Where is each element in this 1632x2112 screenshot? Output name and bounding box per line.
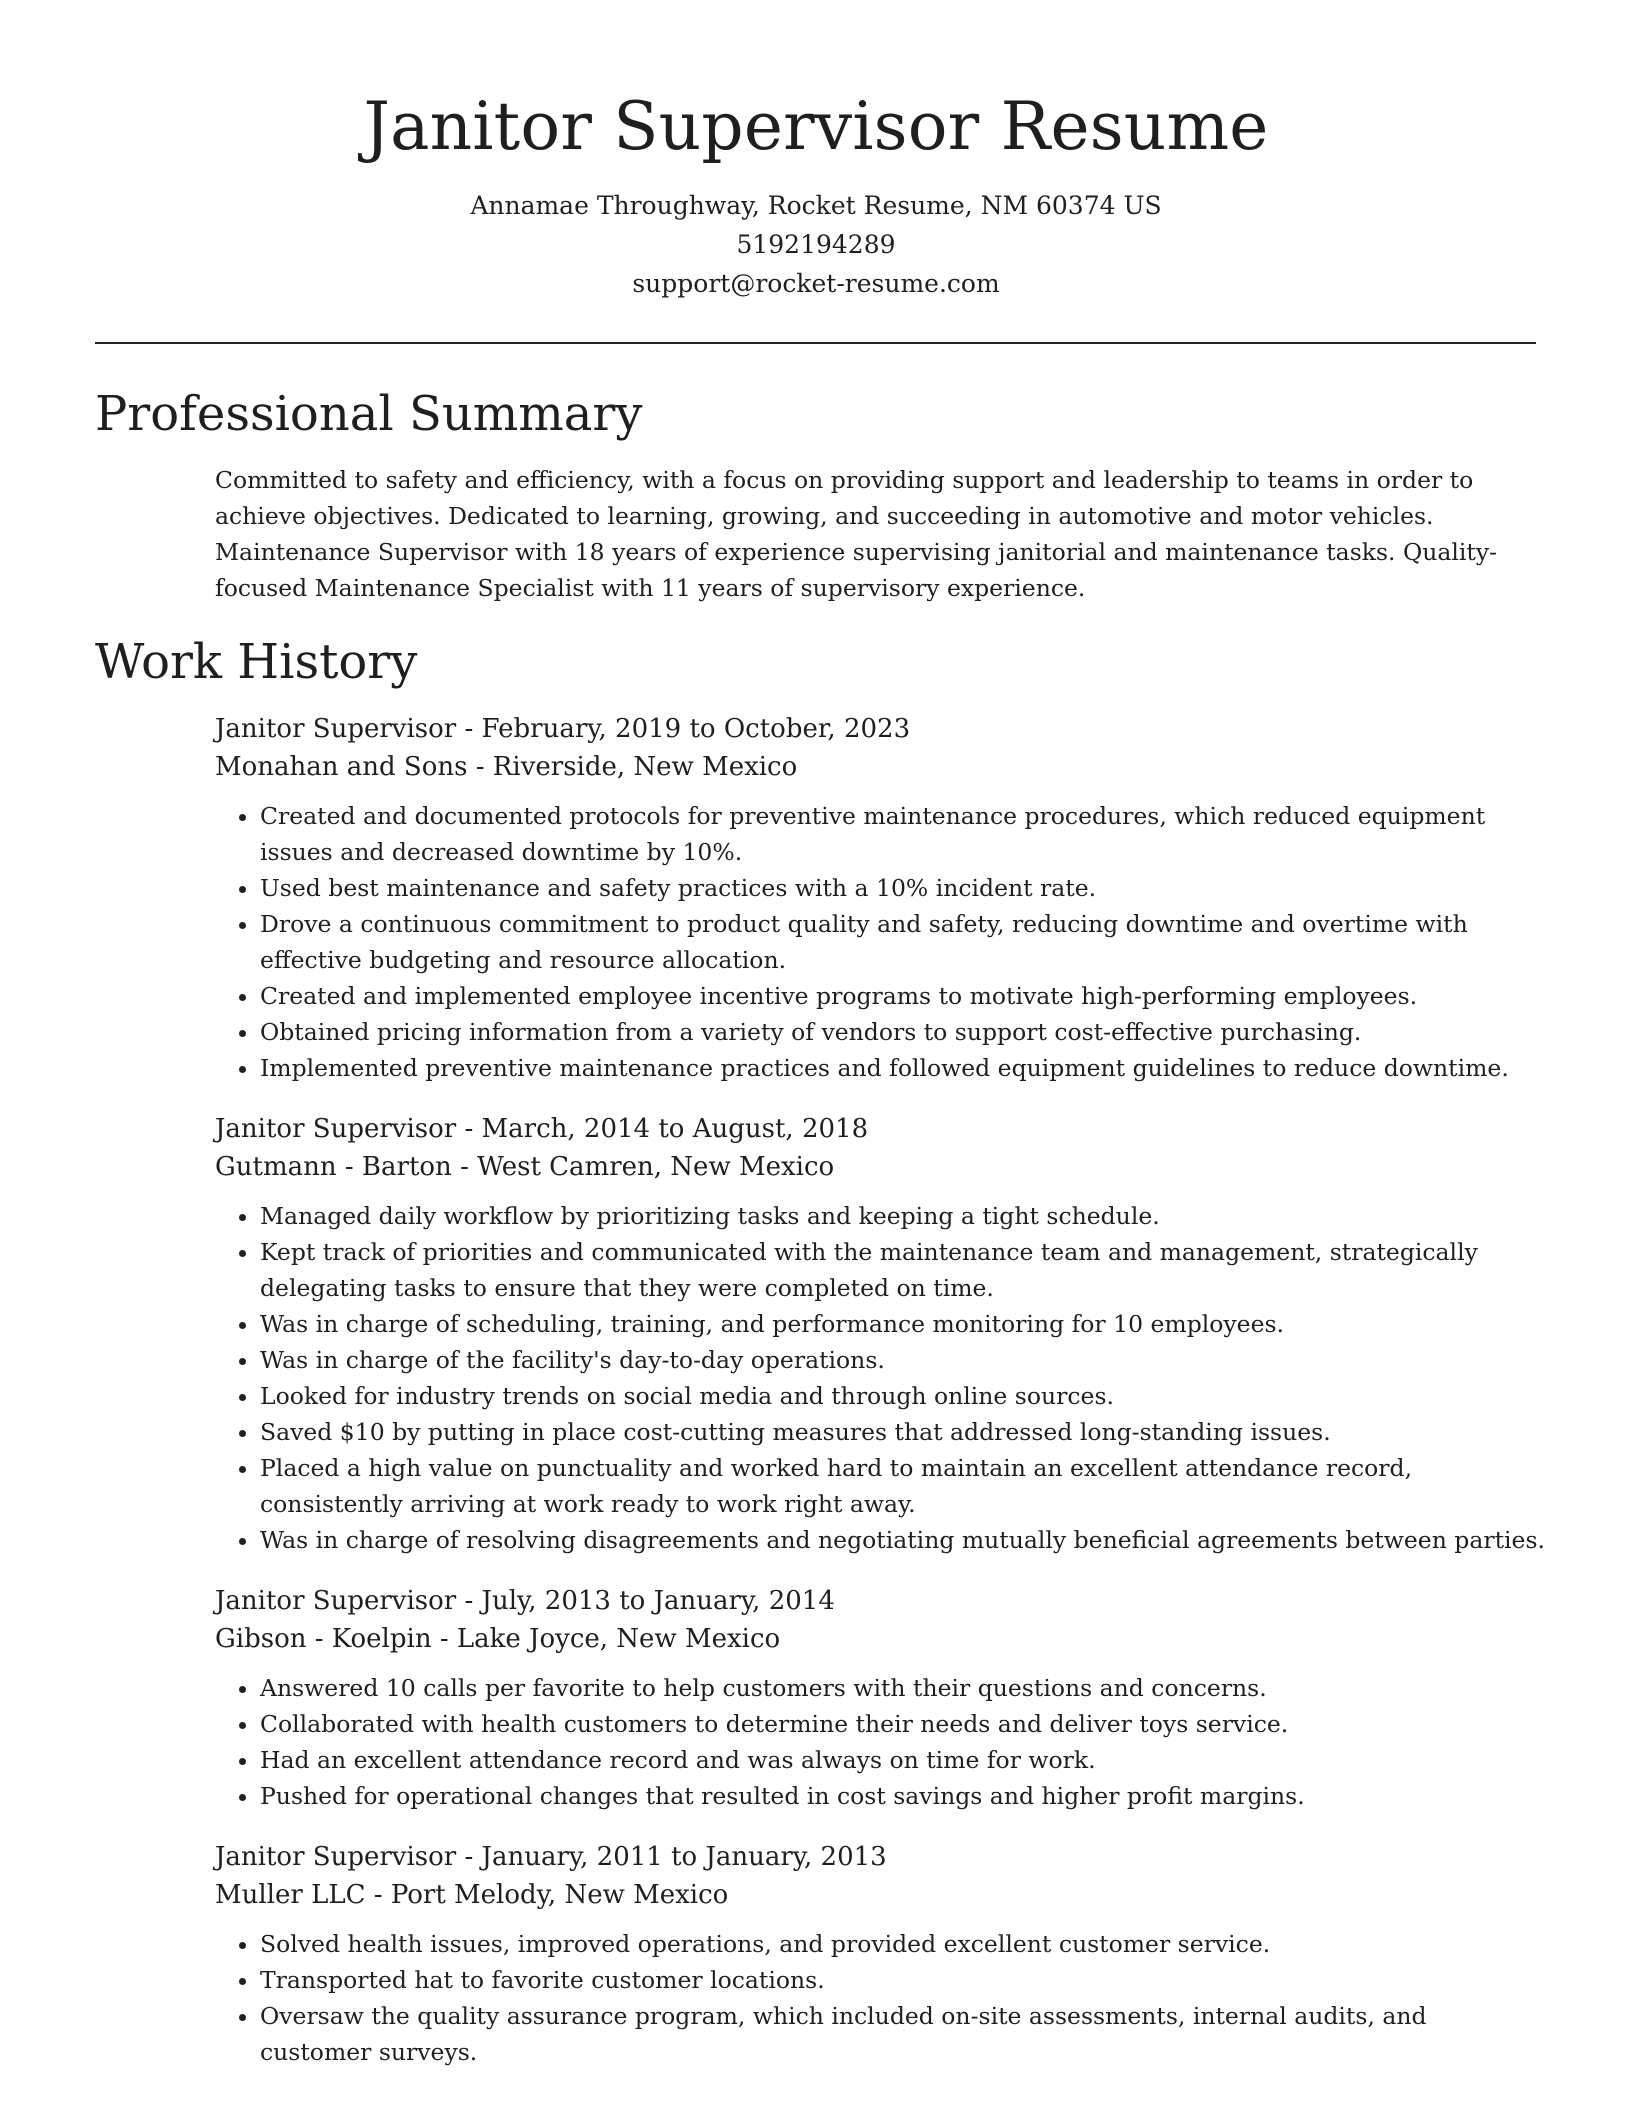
job-bullets — [215, 1198, 1545, 1558]
job-bullet: • Drove a continuous commitment to product quality and safety, reducing downtime and overtime with effective budgeting and resource allocation. — [260, 906, 1545, 978]
page-title: Janitor Supervisor Resume — [363, 88, 1269, 165]
job-entry — [215, 710, 1545, 1086]
contact-email: support@rocket-resume.com — [632, 269, 1000, 298]
resume-header — [0, 0, 1632, 303]
summary-text: Committed to safety and efficiency, with a focus on providing support and leadership to teams in order to achieve objectives. Dedicated to learning, growing, and succeeding in automotive and motor vehicles. Maintenance Supervisor with 18 years of experience supervising janitorial and maintenance tasks. Quality-focused Maintenance Specialist with 11 years of supervisory experience. — [215, 466, 1498, 602]
contact-address: Annamae Throughway, Rocket Resume, NM 60374 US — [470, 191, 1162, 220]
job-title-line: Janitor Supervisor - March, 2014 to August, 2018 — [215, 1114, 869, 1144]
job-bullet: • Saved $10 by putting in place cost-cutting measures that addressed long-standing issues. — [260, 1414, 1545, 1450]
work-history-list — [215, 710, 1545, 2094]
job-bullet: • Obtained pricing information from a variety of vendors to support cost-effective purchasing. — [260, 1014, 1545, 1050]
work-history-heading: Work History — [95, 634, 418, 690]
job-bullet: • Implemented preventive maintenance practices and followed equipment guidelines to reduce downtime. — [260, 1050, 1545, 1086]
contact-phone: 5192194289 — [736, 230, 896, 259]
job-bullet: • Transported hat to favorite customer locations. — [260, 1962, 1545, 1998]
company-line: Gutmann - Barton - West Camren, New Mexico — [215, 1152, 835, 1182]
job-bullet: • Managed daily workflow by prioritizing tasks and keeping a tight schedule. — [260, 1198, 1545, 1234]
job-title-line: Janitor Supervisor - February, 2019 to October, 2023 — [215, 714, 911, 744]
job-bullet: • Oversaw the quality assurance program, which included on-site assessments, internal audits, and customer surveys. — [260, 1998, 1545, 2070]
job-bullet: • Pushed for operational changes that resulted in cost savings and higher profit margins. — [260, 1778, 1545, 1814]
job-bullet: • Looked for industry trends on social media and through online sources. — [260, 1378, 1545, 1414]
job-entry — [215, 1110, 1545, 1558]
job-bullet: • Created and implemented employee incentive programs to motivate high-performing employees. — [260, 978, 1545, 1014]
job-bullet: • Solved health issues, improved operations, and provided excellent customer service. — [260, 1926, 1545, 1962]
company-line: Muller LLC - Port Melody, New Mexico — [215, 1880, 729, 1910]
job-bullets — [215, 1670, 1545, 1814]
job-bullet: • Created and documented protocols for preventive maintenance procedures, which reduced equipment issues and decreased downtime by 10%. — [260, 798, 1545, 870]
job-bullet: • Was in charge of resolving disagreements and negotiating mutually beneficial agreements between parties. — [260, 1522, 1545, 1558]
job-bullet: • Kept track of priorities and communicated with the maintenance team and management, strategically delegating tasks to ensure that they were completed on time. — [260, 1234, 1545, 1306]
job-bullet: • Answered 10 calls per favorite to help customers with their questions and concerns. — [260, 1670, 1545, 1706]
header-divider — [95, 342, 1536, 344]
job-bullet: • Had an excellent attendance record and was always on time for work. — [260, 1742, 1545, 1778]
job-bullet: • Was in charge of scheduling, training, and performance monitoring for 10 employees. — [260, 1306, 1545, 1342]
company-line: Gibson - Koelpin - Lake Joyce, New Mexico — [215, 1624, 781, 1654]
job-bullet: • Used best maintenance and safety practices with a 10% incident rate. — [260, 870, 1545, 906]
summary-heading: Professional Summary — [95, 386, 643, 442]
contact-info — [0, 186, 1632, 303]
job-bullet: • Placed a high value on punctuality and worked hard to maintain an excellent attendance record, consistently arriving at work ready to work right away. — [260, 1450, 1545, 1522]
job-bullets — [215, 1926, 1545, 2070]
job-title-line: Janitor Supervisor - July, 2013 to January, 2014 — [215, 1586, 835, 1616]
job-entry — [215, 1838, 1545, 2070]
company-line: Monahan and Sons - Riverside, New Mexico — [215, 752, 798, 782]
job-bullets — [215, 798, 1545, 1086]
job-bullet: • Was in charge of the facility's day-to-day operations. — [260, 1342, 1545, 1378]
job-entry — [215, 1582, 1545, 1814]
job-title-line: Janitor Supervisor - January, 2011 to January, 2013 — [215, 1842, 887, 1872]
job-bullet: • Collaborated with health customers to determine their needs and deliver toys service. — [260, 1706, 1545, 1742]
